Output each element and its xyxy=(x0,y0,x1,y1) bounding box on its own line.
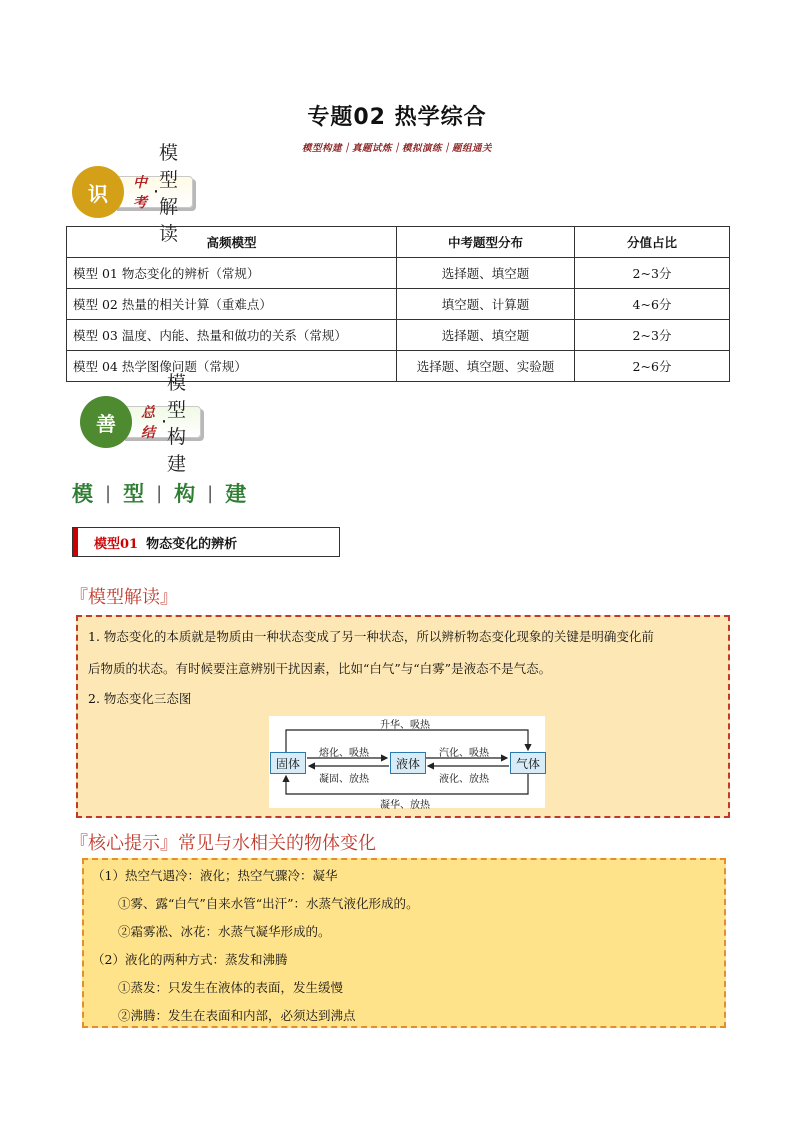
header-types: 中考题型分布 xyxy=(397,227,575,258)
cell-score: 2~6分 xyxy=(575,351,730,382)
interpretation-box xyxy=(76,615,730,818)
table-row xyxy=(67,258,730,289)
badge-label: 模型解读 xyxy=(159,142,179,245)
cell-model: 模型 01 物态变化的辨析（常规） xyxy=(67,258,397,289)
badge-circle-icon: 善 xyxy=(80,396,132,448)
label-sublimation: 升华、吸热 xyxy=(380,720,430,731)
heading-separator: | xyxy=(156,482,165,504)
core-tips-box xyxy=(82,858,726,1028)
interpretation-heading: 『模型解读』 xyxy=(70,587,178,608)
cell-model: 模型 03 温度、内能、热量和做功的关系（常规） xyxy=(67,320,397,351)
cell-model: 模型 02 热量的相关计算（重难点） xyxy=(67,289,397,320)
tip-line: ②霜雾凇、冰花：水蒸气凝华形成的。 xyxy=(118,924,331,939)
badge-tag: 总结 xyxy=(141,405,155,441)
table-header-row xyxy=(67,227,730,258)
tip-line: ①雾、露“白气”自来水管“出汗”：水蒸气液化形成的。 xyxy=(118,896,419,911)
label-deposition: 凝华、放热 xyxy=(380,800,430,811)
model-number: 模型01 xyxy=(94,536,139,552)
badge-label: 模型构建 xyxy=(167,372,187,475)
state-solid: 固体 xyxy=(270,752,306,774)
overview-table xyxy=(66,226,730,382)
header-model: 高频模型 xyxy=(67,227,397,258)
model-title: 物态变化的辨析 xyxy=(146,536,238,552)
badge-tag: 中考 xyxy=(133,175,147,211)
tip-line: （1）热空气遇冷：液化；热空气骤冷：凝华 xyxy=(92,868,338,883)
state-gas: 气体 xyxy=(510,752,546,774)
interpretation-line: 后物质的状态。有时候要注意辨别干扰因素，比如“白气”与“白雾”是液态不是气态。 xyxy=(88,661,552,676)
heading-separator: | xyxy=(105,482,114,504)
cell-score: 4~6分 xyxy=(575,289,730,320)
interpretation-line: 2. 物态变化三态图 xyxy=(88,691,192,706)
core-tips-heading: 『核心提示』常见与水相关的物体变化 xyxy=(70,833,376,854)
heading-char: 型 xyxy=(123,482,147,506)
tip-line: （2）液化的两种方式：蒸发和沸腾 xyxy=(92,952,288,967)
label-liquefaction: 液化、放热 xyxy=(439,774,489,785)
page-subtitle: 模型构建｜真题试炼｜模拟演练｜题组通关 xyxy=(301,143,492,154)
label-freezing: 凝固、放热 xyxy=(319,774,369,785)
table-row xyxy=(67,289,730,320)
badge-dot: · xyxy=(161,411,168,433)
heading-char: 构 xyxy=(174,482,198,506)
cell-types: 选择题、填空题、实验题 xyxy=(397,351,575,382)
badge-bar xyxy=(114,142,193,245)
heading-char: 建 xyxy=(225,482,249,506)
badge-circle-icon: 识 xyxy=(72,166,124,218)
tip-line: ②沸腾：发生在表面和内部，必须达到沸点 xyxy=(118,1008,356,1023)
model-01-title-box xyxy=(72,527,340,557)
interpretation-line: 1. 物态变化的本质就是物质由一种状态变成了另一种状态，所以辨析物态变化现象的关键是明确变化前 xyxy=(88,629,654,644)
state-change-diagram xyxy=(269,716,545,811)
label-vaporization: 汽化、吸热 xyxy=(439,748,489,759)
table-row xyxy=(67,320,730,351)
cell-types: 填空题、计算题 xyxy=(397,289,575,320)
red-accent-bar xyxy=(73,528,78,556)
badge-dot: · xyxy=(153,181,160,203)
state-liquid: 液体 xyxy=(390,752,426,774)
cell-score: 2~3分 xyxy=(575,258,730,289)
page-title: 专题02 热学综合 xyxy=(307,105,487,130)
cell-score: 2~3分 xyxy=(575,320,730,351)
cell-types: 选择题、填空题 xyxy=(397,258,575,289)
label-melting: 熔化、吸热 xyxy=(319,748,369,759)
tip-line: ①蒸发：只发生在液体的表面，发生缓慢 xyxy=(118,980,344,995)
heading-separator: | xyxy=(207,482,216,504)
cell-types: 选择题、填空题 xyxy=(397,320,575,351)
header-score: 分值占比 xyxy=(575,227,730,258)
badge-bar xyxy=(122,372,201,475)
heading-char: 模 xyxy=(72,482,95,506)
cell-model: 模型 04 热学图像问题（常规） xyxy=(67,351,397,382)
model-construction-heading xyxy=(72,478,248,508)
table-row xyxy=(67,351,730,382)
